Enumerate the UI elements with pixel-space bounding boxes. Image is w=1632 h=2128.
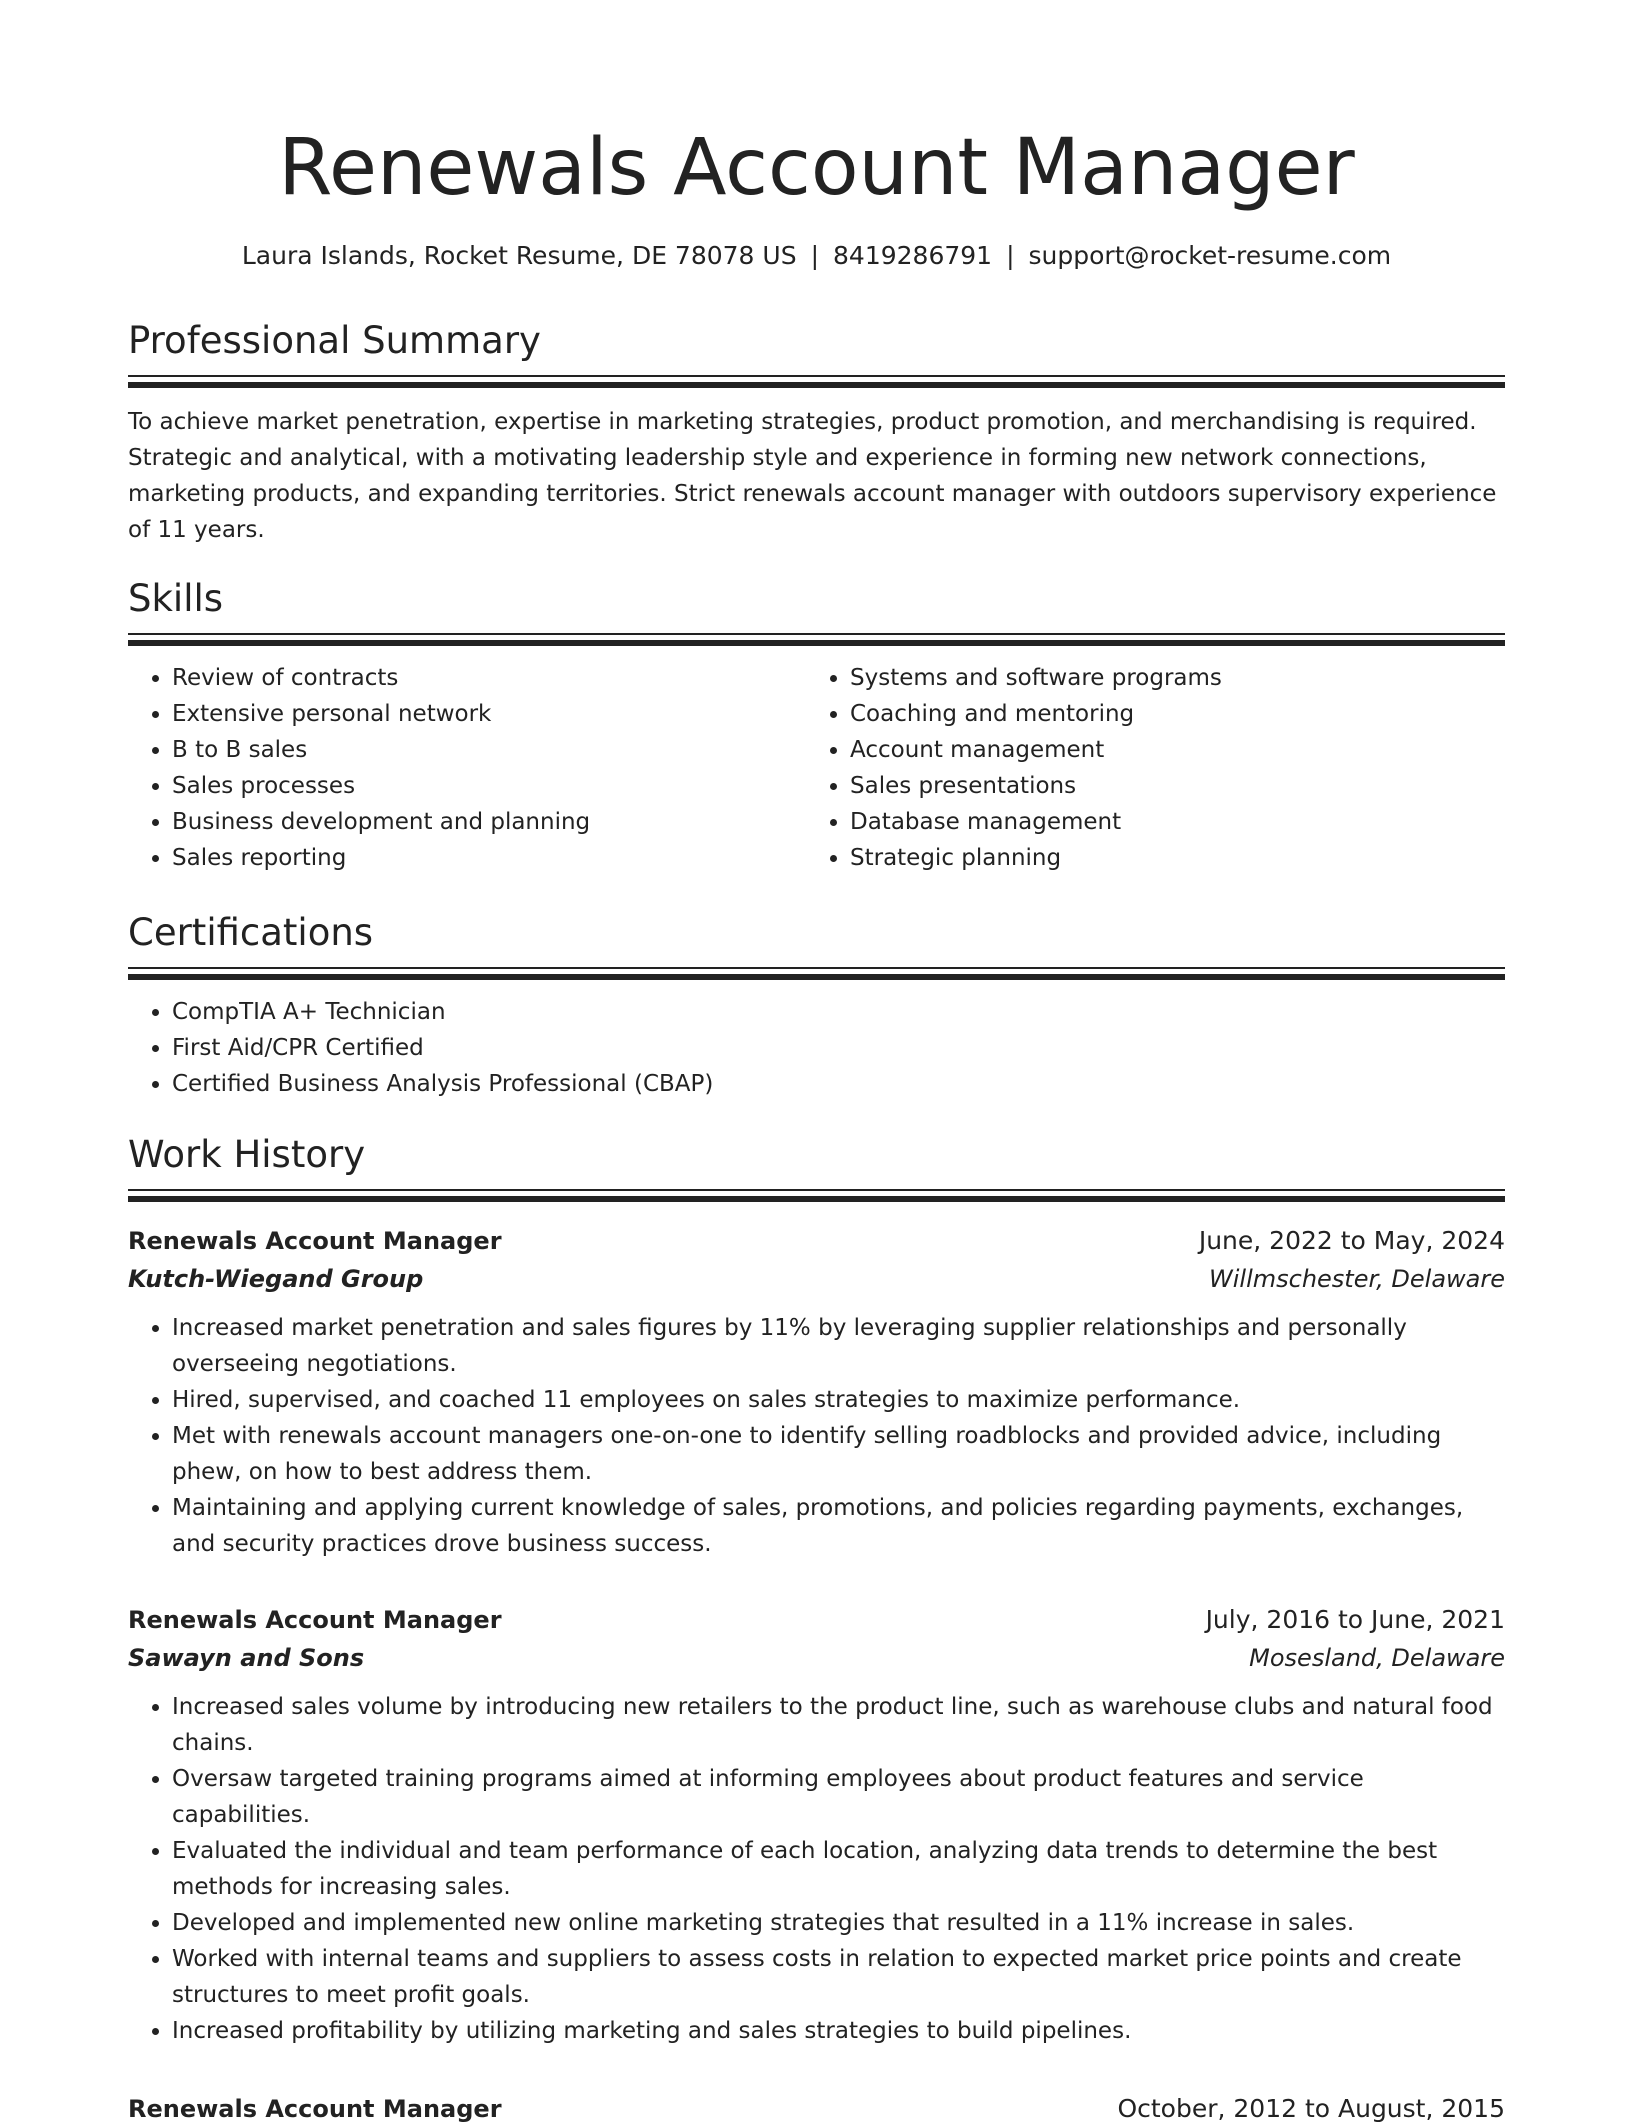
job-bullets [128,1689,1505,2049]
skill-item: • Sales presentations [850,768,1484,804]
section-heading: Certifications [128,911,374,954]
contact-line [128,238,1505,274]
skill-item: • Coaching and mentoring [850,696,1484,732]
skill-item: • Business development and planning [172,804,806,840]
job-dates: June, 2022 to May, 2024 [1198,1226,1505,1255]
job-location: Mosesland, Delaware [1249,1644,1505,1672]
section-rule-thick [128,640,1505,646]
certifications-section [128,908,1505,1102]
job-entry [128,2090,1505,2128]
job-bullet: • Worked with internal teams and suppliers to assess costs in relation to expected market price points and create structures to meet profit goals. [172,1941,1505,2013]
work-history-section [128,1130,1505,1202]
job-subheader [128,1639,1505,1677]
skill-item: • Sales processes [172,768,806,804]
contact-separator: | [810,241,820,270]
job-company: Kutch-Wiegand Group [128,1265,424,1293]
section-rule-thick [128,1196,1505,1202]
section-rule-thin [128,1189,1505,1191]
skill-item: • Database management [850,804,1484,840]
section-rule-thin [128,633,1505,635]
contact-email: support@rocket-resume.com [1028,241,1392,270]
job-entry [128,1222,1505,1562]
skill-item: • Account management [850,732,1484,768]
contact-phone: 8419286791 [833,241,993,270]
skill-item: • Extensive personal network [172,696,806,732]
certification-item: • CompTIA A+ Technician [172,994,1505,1030]
section-rule-thick [128,382,1505,388]
skill-item: • B to B sales [172,732,806,768]
job-title: Renewals Account Manager [128,1227,502,1255]
section-rule-thin [128,967,1505,969]
section-rule-thick [128,974,1505,980]
job-header [128,1222,1505,1260]
job-dates: July, 2016 to June, 2021 [1205,1605,1505,1634]
job-title: Renewals Account Manager [128,1606,502,1634]
skill-item: • Strategic planning [850,840,1484,876]
job-dates: October, 2012 to August, 2015 [1117,2094,1505,2123]
skills-list-left [128,660,806,876]
skill-item: • Sales reporting [172,840,806,876]
contact-address: Laura Islands, Rocket Resume, DE 78078 US [241,241,797,270]
certification-item: • Certified Business Analysis Professional (CBAP) [172,1066,1505,1102]
contact-separator: | [1006,241,1015,270]
job-company: Sawayn and Sons [128,1644,365,1672]
job-header [128,2090,1505,2128]
job-title: Renewals Account Manager [128,2095,502,2123]
skill-item: • Systems and software programs [850,660,1484,696]
section-heading: Skills [128,577,224,620]
skills-list-right [806,660,1484,876]
job-bullet: • Increased market penetration and sales figures by 11% by leveraging supplier relationships and personally overseeing negotiations. [172,1310,1505,1382]
certifications-list [128,994,1505,1102]
job-location: Willmschester, Delaware [1209,1265,1505,1293]
job-bullet: • Increased profitability by utilizing marketing and sales strategies to build pipelines. [172,2013,1505,2049]
section-heading: Professional Summary [128,319,541,362]
job-bullet: • Increased sales volume by introducing new retailers to the product line, such as warehouse clubs and natural food chains. [172,1689,1505,1761]
job-subheader [128,1260,1505,1298]
skills-section [128,574,1505,876]
job-header [128,1601,1505,1639]
job-bullet: • Maintaining and applying current knowledge of sales, promotions, and policies regarding payments, exchanges, and security practices drove business success. [172,1490,1505,1562]
job-bullet: • Oversaw targeted training programs aimed at informing employees about product features and service capabilities. [172,1761,1505,1833]
job-bullet: • Developed and implemented new online marketing strategies that resulted in a 11% increase in sales. [172,1905,1505,1941]
job-bullet: • Hired, supervised, and coached 11 employees on sales strategies to maximize performance. [172,1382,1505,1418]
summary-section [128,316,1505,548]
section-rule-thin [128,375,1505,377]
job-entry [128,1601,1505,2049]
skills-columns [128,660,1505,876]
section-heading: Work History [128,1133,366,1176]
skill-item: • Review of contracts [172,660,806,696]
job-bullets [128,1310,1505,1562]
certification-item: • First Aid/CPR Certified [172,1030,1505,1066]
job-bullet: • Evaluated the individual and team performance of each location, analyzing data trends to determine the best methods for increasing sales. [172,1833,1505,1905]
resume-title: Renewals Account Manager [278,123,1355,213]
job-bullet: • Met with renewals account managers one-on-one to identify selling roadblocks and provided advice, including phew, on how to best address them. [172,1418,1505,1490]
summary-text: To achieve market penetration, expertise in marketing strategies, product promotion, and merchandising is required. Strategic and analytical, with a motivating leadership style and experience in forming new network connections, marketing products, and expanding territories. Strict renewals account manager with outdoors supervisory experience of 11 years. [128,409,1497,543]
